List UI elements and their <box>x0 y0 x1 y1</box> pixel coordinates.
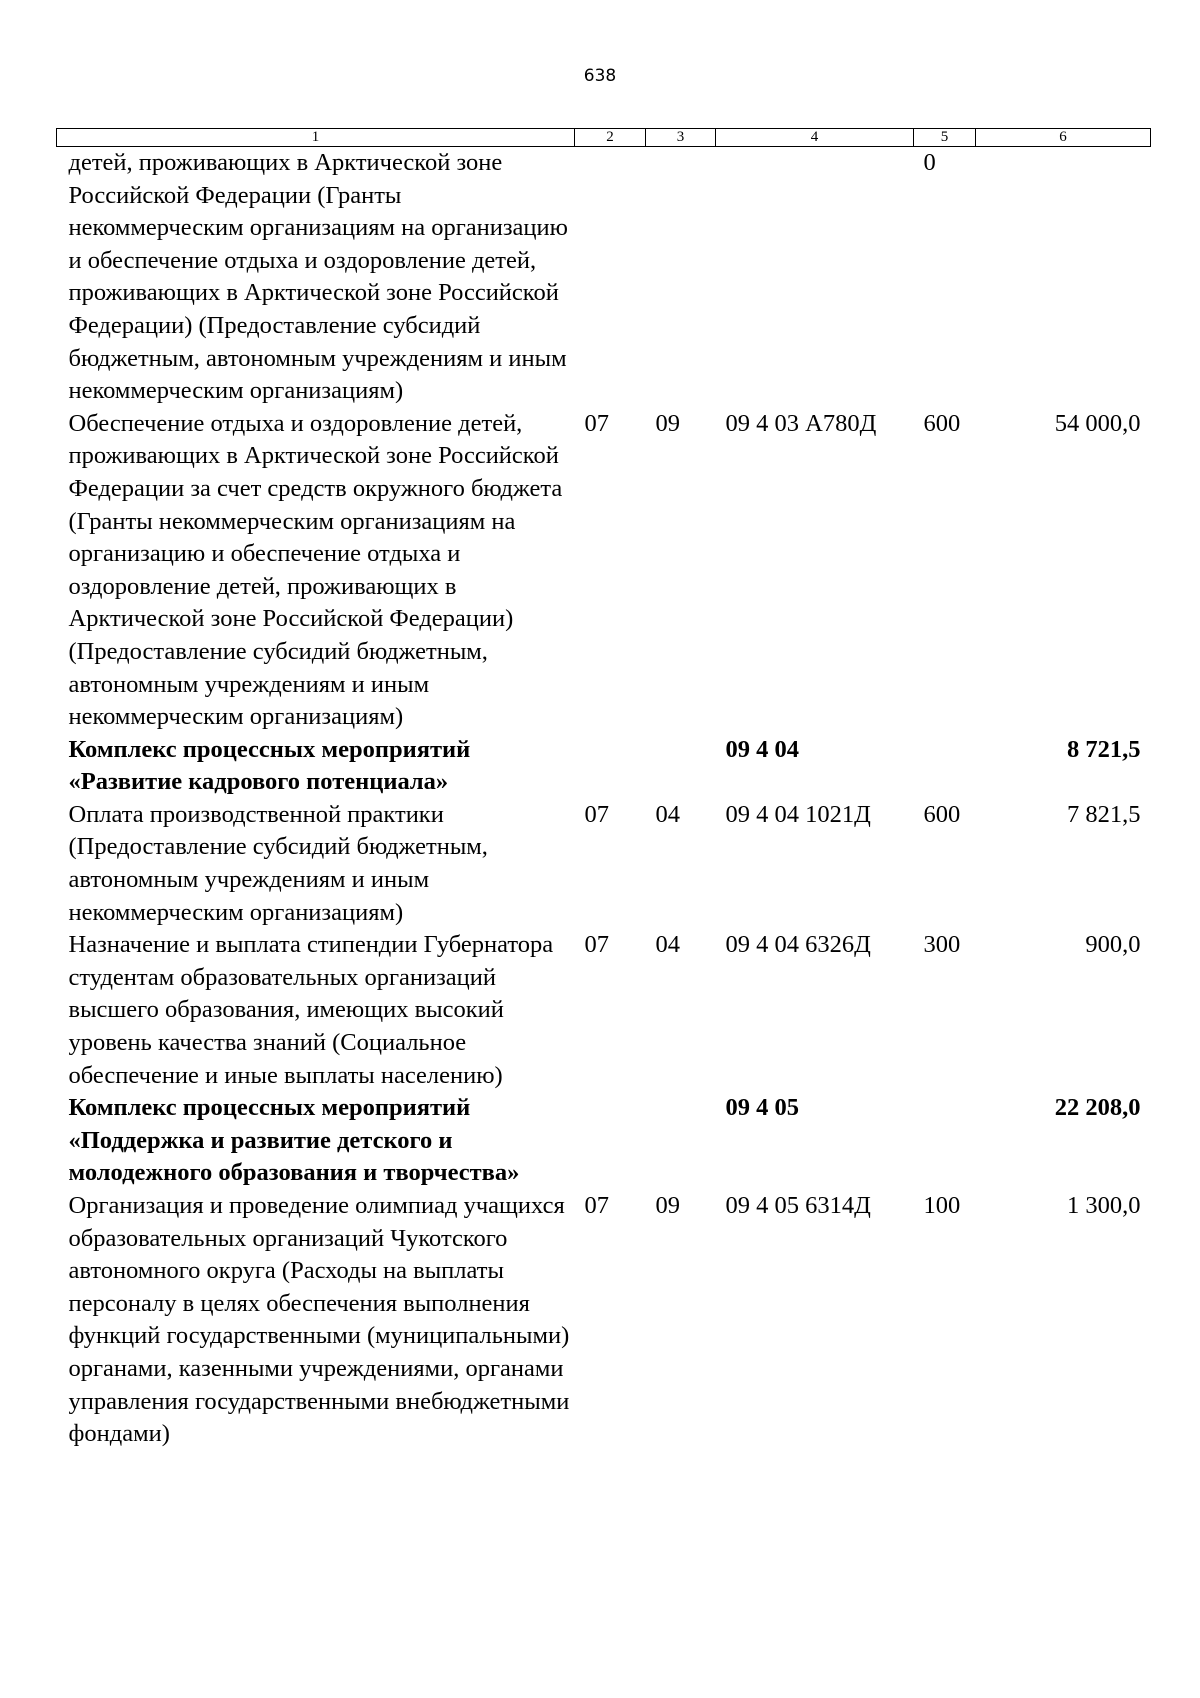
row-subsection: 09 <box>655 1192 680 1219</box>
row-amount: 8 721,5 <box>1067 735 1141 763</box>
table-row <box>57 408 1151 734</box>
row-expense-type <box>914 1092 976 1190</box>
row-section: 07 <box>584 409 609 437</box>
row-subsection: 04 <box>655 800 680 828</box>
row-amount: 1 300,0 <box>1067 1192 1141 1219</box>
row-subsection <box>646 734 716 799</box>
row-subsection <box>646 147 716 408</box>
row-subsection: 04 <box>655 931 680 959</box>
table-row-group-header <box>57 1092 1151 1190</box>
row-description: Обеспечение отдыха и оздоровление детей, проживающих в Арктической зоне Российской Федерации за счет средств окружного бюджета (Гранты некоммерческим организациям на организацию и обеспечение отдыха и оздоровление детей, проживающих в Арктической зоне Российской Федерации) (Предоставление субсидий бюджетным, автономным учреждениям и иным некоммерческим организациям) <box>68 409 563 731</box>
row-section <box>575 1092 646 1190</box>
row-target-code: 09 4 04 <box>725 735 799 763</box>
header-col-6: 6 <box>976 129 1151 147</box>
table-header-row <box>57 129 1151 147</box>
row-description: Комплекс процессных мероприятий «Поддержка и развитие детского и молодежного образования и творчества» <box>68 1094 520 1187</box>
table-row <box>57 1190 1151 1451</box>
row-target-code: 09 4 04 6326Д <box>725 931 871 959</box>
row-expense-type: 600 <box>923 800 961 828</box>
table-row-group-header <box>57 734 1151 799</box>
row-section: 07 <box>584 1192 609 1219</box>
row-description: Комплекс процессных мероприятий «Развитие кадрового потенциала» <box>68 735 471 796</box>
row-description: Назначение и выплата стипендии Губернатора студентам образовательных организаций высшего образования, имеющих высокий уровень качества знаний (Социальное обеспечение и иные выплаты населению) <box>68 931 554 1089</box>
row-target-code: 09 4 05 6314Д <box>725 1192 871 1219</box>
row-target-code: 09 4 03 А780Д <box>725 409 877 437</box>
row-section <box>575 147 646 408</box>
row-description: Оплата производственной практики (Предоставление субсидий бюджетным, автономным учреждениям и иным некоммерческим организациям) <box>68 800 488 926</box>
row-amount: 54 000,0 <box>1054 409 1141 437</box>
header-col-1: 1 <box>57 129 575 147</box>
row-amount <box>976 147 1151 408</box>
row-amount: 7 821,5 <box>1067 800 1141 828</box>
header-col-3: 3 <box>646 129 716 147</box>
row-target-code <box>716 147 914 408</box>
table-row <box>57 799 1151 929</box>
row-expense-type <box>914 734 976 799</box>
row-subsection <box>646 1092 716 1190</box>
row-amount: 22 208,0 <box>1054 1094 1141 1122</box>
row-expense-type: 0 <box>923 149 936 176</box>
row-target-code: 09 4 05 <box>725 1094 799 1122</box>
row-expense-type: 100 <box>923 1192 961 1219</box>
row-subsection: 09 <box>655 409 680 437</box>
table-row <box>57 147 1151 408</box>
header-col-5: 5 <box>914 129 976 147</box>
row-expense-type: 300 <box>923 931 961 959</box>
row-section: 07 <box>584 800 609 828</box>
row-section: 07 <box>584 931 609 959</box>
table-row <box>57 929 1151 1092</box>
page-number: 638 <box>583 66 617 86</box>
header-col-2: 2 <box>575 129 646 147</box>
row-section <box>575 734 646 799</box>
row-description: детей, проживающих в Арктической зоне Российской Федерации (Гранты некоммерческим организациям на организацию и обеспечение отдыха и оздоровление детей, проживающих в Арктической зоне Российской Федерации) (Предоставление субсидий бюджетным, автономным учреждениям и иным некоммерческим организациям) <box>68 149 568 405</box>
row-amount: 900,0 <box>1085 931 1141 959</box>
header-col-4: 4 <box>716 129 914 147</box>
budget-table <box>56 128 1151 1451</box>
row-expense-type: 600 <box>923 409 961 437</box>
row-target-code: 09 4 04 1021Д <box>725 800 871 828</box>
row-description: Организация и проведение олимпиад учащихся образовательных организаций Чукотского автономного округа (Расходы на выплаты персоналу в целях обеспечения выполнения функций государственными (муниципальными) органами, казенными учреждениями, органами управления государственными внебюджетными фондами) <box>68 1192 570 1448</box>
